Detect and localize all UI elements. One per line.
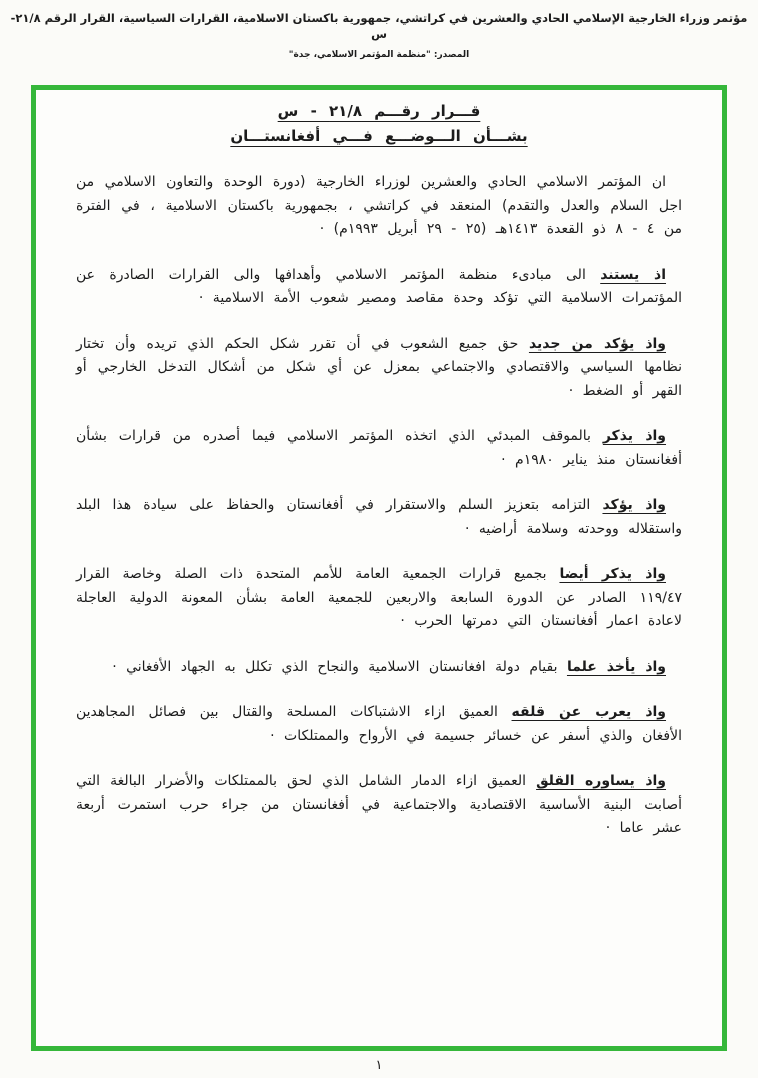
paragraph-lead: واذ يذكر [602,428,667,444]
paragraph-clause [76,333,682,404]
paragraph-lead: واذ يذكر أيضا [559,566,666,582]
paragraph-text: ان المؤتمر الاسلامي الحادي والعشرين لوزراء الخارجية (دورة الوحدة والتعاون الاسلامي من اجل السلام والعدل والتقدم) المنعقد في كراتشي ، بجمهورية باكستان الاسلامية ، في الفترة من ٤ - ٨ ذو القعدة ١٤١٣هـ (٢٥ - ٢٩ أبريل ١٩٩٣م) · [76,174,682,237]
document-border-frame [31,85,727,1051]
paragraph-lead: اذ يستند [600,266,667,283]
paragraph-clause [76,701,682,748]
header-title-line: مؤتمر وزراء الخارجية الإسلامي الحادي والعشرين في كراتشي، جمهورية باكستان الاسلامية، القرارات السياسية، القرار الرقم ٢١/٨-س [10,11,748,41]
paragraph-clause [76,656,682,680]
paragraph-clause [76,563,682,634]
paragraph-lead: واذ يعرب عن قلقه [511,704,667,720]
paragraph-text: بجميع قرارات الجمعية العامة للأمم المتحدة ذات الصلة وخاصة القرار ١١٩/٤٧ الصادر عن الدورة السابعة والاربعين للجمعية العامة بشأن المعونة الدولية العاجلة لاعادة اعمار أفغانستان التي دمرتها الحرب · [76,566,682,629]
paragraph-text: الى مبادىء منظمة المؤتمر الاسلامي وأهدافها والى القرارات الصادرة عن المؤتمرات الاسلامية التي تؤكد وحدة مقاصد ومصير شعوب الأمة الاسلامية · [76,266,682,306]
paragraph-text: العميق ازاء الاشتباكات المسلحة والقتال بين فصائل المجاهدين الأفغان والذي أسفر عن خسائر جسيمة في الأرواح والممتلكات · [76,704,682,744]
paragraph-clause [76,770,682,841]
document-source-header [0,10,758,60]
paragraph-lead: واذ يساوره القلق [536,773,667,789]
resolution-number-row [76,102,682,120]
paragraph-preamble [76,171,682,242]
paragraph-clause [76,425,682,472]
paragraph-lead: واذ يأخذ علما [566,658,666,675]
paragraph-text: التزامه بتعزيز السلم والاستقرار في أفغانستان والحفاظ على سيادة هذا البلد واستقلاله ووحدته وسلامة أراضيه · [76,497,682,537]
resolution-title-block [76,102,682,145]
resolution-subject-title: بشـــأن الـــوضـــع فـــي أفغانستـــان [230,127,528,145]
header-source-line: المصدر: "منظمة المؤتمر الاسلامي، جدة" [288,50,470,60]
paragraph-lead: واذ يؤكد من جديد [528,335,667,352]
resolution-number-title: قـــرار رقـــم ٢١/٨ - س [277,102,481,120]
paragraph-text: بقيام دولة افغانستان الاسلامية والنجاح الذي تكلل به الجهاد الأفغاني · [112,658,558,675]
paragraph-text: العميق ازاء الدمار الشامل الذي لحق بالممتلكات والأضرار البالغة التي أصابت البنية الأساسية الاقتصادية والاجتماعية في أفغانستان من جراء حرب استمرت أربعة عشر عاما · [76,773,682,836]
paragraph-text: بالموقف المبدئي الذي اتخذه المؤتمر الاسلامي فيما أصدره من قرارات بشأن أفغانستان منذ يناير ١٩٨٠م · [76,428,682,468]
resolution-subject-row [76,127,682,145]
paragraph-text: حق جميع الشعوب في أن تقرر شكل الحكم الذي تريده وأن تختار نظامها السياسي والاقتصادي والاجتماعي بمعزل عن أي شكل من أشكال التدخل الخارجي أو القهر أو الضغط · [76,335,682,399]
paragraph-lead: واذ يؤكد [602,497,667,513]
paragraph-clause [76,264,682,311]
page-number: ١ [375,1058,383,1073]
paragraph-clause [76,494,682,541]
